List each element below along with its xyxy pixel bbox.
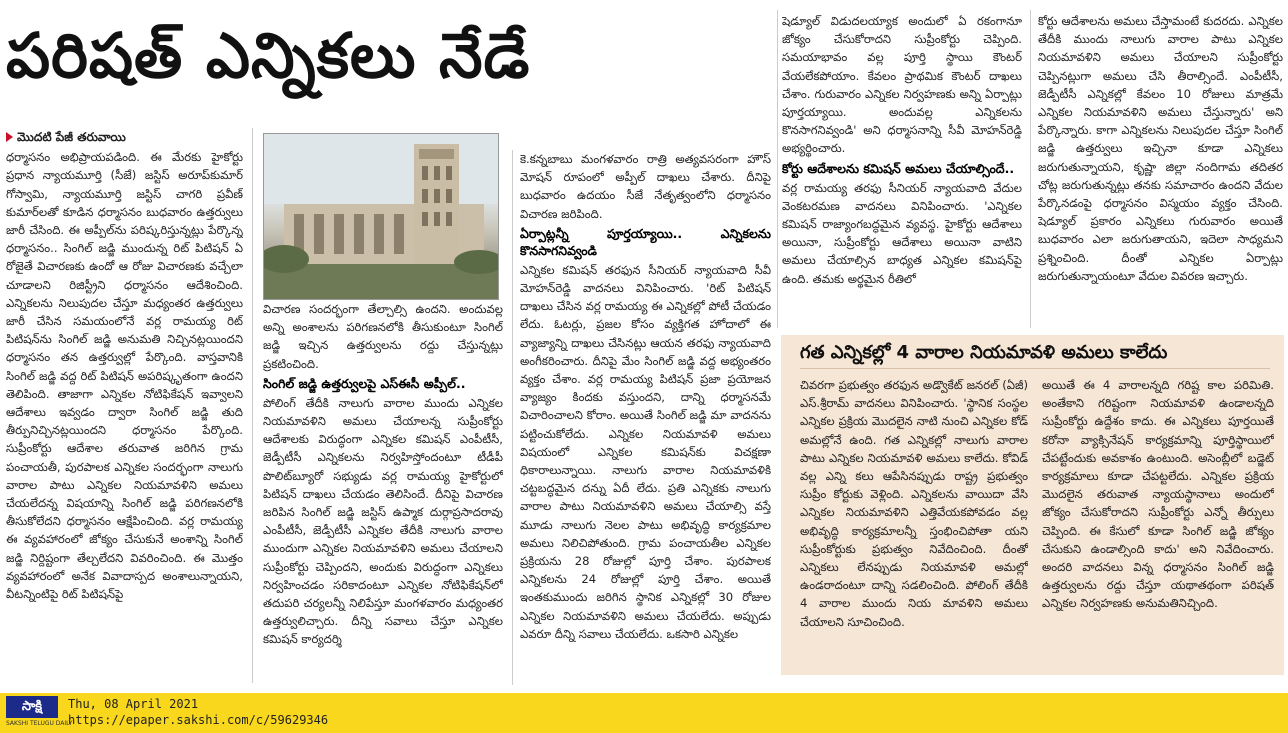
column-divider — [252, 128, 253, 683]
subheading-arrangements: ఏర్పాట్లన్నీ పూర్తయ్యాయి.. ఎన్నికలను కొనసాగనివ్వండి — [520, 225, 771, 258]
boxed-story-right-column — [1042, 376, 1274, 668]
column-2-text: పోలింగ్ తేదీకి నాలుగు వారాల ముందు ఎన్నికల నియమావళిని అమలు చేయాలన్న సుప్రీంకోర్టు ఆదేశాలకు విరుద్ధంగా ఎన్నికల కమిషన్ ఎంపీటీసీ, జెడ్పీటీసీ ఎన్నికలను నిర్వహిస్తోందంటూ టీడీపీ పొలిట్‌బ్యూరో సభ్యుడు వర్ల రామయ్య హైకోర్టులో పిటిషన్ దాఖలు చేయడం తెలిసిందే. దీనిపై విచారణ జరిపిన సింగిల్ జడ్జి జస్టిస్ ఉప్మాక దుర్గాప్రసాదరావు ఎంపీటీసీ, జెడ్పీటీసీ ఎన్నికల తేదీకి నాలుగు వారాల ముందుగా ఎన్నికల నియమావళిని అమలు చేయాలని సుప్రీంకోర్టు చెప్పిందని, అందుకు విరుద్ధంగా ఎన్నికలు నిర్వహించడం సరికాదంటూ ఎన్నికల నోటిఫికేషన్‌లో తదుపరి చర్యలన్నీ నిలిపేస్తూ మంగళవారం మధ్యంతర ఉత్తర్వులిచ్చారు. దీన్ని సవాలు చేస్తూ ఎన్నికల కమిషన్ కార్యదర్శి — [263, 395, 503, 647]
subheading-court-orders: కోర్టు ఆదేశాలను కమిషన్ అమలు చేయాల్సిందే.. — [782, 160, 1015, 176]
column-3-text-2: ఎన్నికల కమిషన్ తరఫున సీనియర్ న్యాయవాది సీవీ మోహన్‌రెడ్డి వాదనలు వినిపించారు. 'రిట్ పిటిషన్ దాఖలు చేసిన వర్ల రామయ్య ఈ ఎన్నికల్లో పోటీ చేయడం లేదు. ఓటర్లు, ప్రజల కోసం వ్యక్తిగత హోదాలో ఈ వ్యాజ్యాన్ని దాఖలు చేసినట్లు ఆయన తరఫు న్యాయవాది అంగీకరించారు. దీనిపై మేం సింగిల్ జడ్జి వద్ద అభ్యంతరం వ్యక్తం చేశాం. వర్ల రామయ్య పిటిషన్ ప్రజా ప్రయోజన వ్యాజ్యం కిందకు వస్తుందని, దాన్ని ధర్మాసనమే విచారించాలని కోరాం. అయితే సింగిల్ జడ్జి మా వాదనను పట్టించుకోలేదు. ఎన్నికల నియమావళి అమలు విషయంలో ఎన్నికల కమిషన్‌కు విచక్షణా ధికారాలున్నాయి. నాలుగు వారాల నియమావళికి చట్టబద్ధమైన దన్ను ఏదీ లేదు. ప్రతి ఎన్నికకు నాలుగు వారాల పాటు నియమావళిని అమలు చేయాల్సి వస్తే మూడు నాలుగు నెలల పాటు అభివృద్ధి కార్యక్రమాల అమలు నిలిచిపోతుంది. గ్రామ పంచాయతీల ఎన్నికల ప్రక్రియను 28 రోజుల్లో పూర్తి చేశాం. పురపాలక ఎన్నికలను 24 రోజుల్లో పూర్తి చేశాం. అయితే ఇంతకుముందు జరిగిన స్థానిక ఎన్నికల్లో 30 రోజుల ఎన్నికల నియమావళిని అమలు చేయలేదు. అప్పుడు ఎవరూ దీన్ని సవాలు చేయలేదు. ఒకసారి ఎన్నికల — [520, 262, 771, 641]
column-divider — [512, 150, 513, 685]
boxed-story-rule — [800, 368, 1270, 369]
column-divider — [777, 10, 778, 328]
column-4 — [782, 12, 1022, 330]
triangle-icon — [6, 132, 13, 142]
boxed-story-right-text: అయితే ఈ 4 వారాలన్నది గరిష్ట కాల పరిమితి. అంతేకాని గరిష్టంగా నియమావళి ఉండాలన్నది సుప్రీంకోర్టు ఉద్దేశం కాదు. ఈ ఎన్నికలు పూర్తయితే కరోనా వ్యాక్సినేషన్ కార్యక్రమాన్ని పూర్తిస్థాయిలో చేపట్టేందుకు అవకాశం ఉంటుంది. అసెంబ్లీలో బడ్జెట్ కార్యక్రమాలు కూడా చేపట్టలేదు. ఎన్నికల ప్రక్రియ మొదలైన తరువాత న్యాయస్థానాలు అందులో జోక్యం చేసుకోరాదని సుప్రీంకోర్టు ఎన్నో తీర్పులు చెప్పింది. ఈ కేసులో కూడా సింగిల్ జడ్జి జోక్యం చేసుకుని ఉండాల్సింది కాదు' అని నివేదించారు. అందరి వాదనలు విన్న ధర్మాసనం సింగిల్ జడ్జి ఉత్తర్వులను రద్దు చేస్తూ యథాతథంగా పరిషత్ ఎన్నికల నిర్వహణకు అనుమతినిచ్చింది. — [1042, 378, 1274, 611]
epaper-url[interactable]: https://epaper.sakshi.com/c/59629346 — [68, 713, 329, 727]
column-5 — [1038, 12, 1283, 330]
column-4-text-2: వర్ల రామయ్య తరఫు సీనియర్ న్యాయవాది వేదుల వెంకటరమణ వాదనలు వినిపించారు. 'ఎన్నికల కమిషన్ రాజ్యాంగబద్ధమైన వ్యవస్థ. హైకోర్టు ఆదేశాలు అయినా, సుప్రీంకోర్టు ఆదేశాలు అయినా వాటిని అమలు చేయాల్సిన బాధ్యత ఎన్నికల కమిషన్‌పై ఉంది. తమకు అర్థమైన రీతిలో — [782, 180, 1022, 286]
headline: పరిషత్ ఎన్నికలు నేడే — [6, 19, 531, 92]
column-4-text-1: షెడ్యూల్ విడుదలయ్యాక అందులో ఏ రకంగానూ జోక్యం చేసుకోరాదని సుప్రీంకోర్టు చెప్పింది. సమయాభావం వల్ల పూర్తి స్థాయి కౌంటర్ వేయలేకపోయాం. కేవలం ప్రాథమిక కౌంటర్ దాఖలు చేశాం. గురువారం ఎన్నికల నిర్వహణకు అన్ని ఏర్పాట్లు పూర్తయ్యాయి. అందువల్ల ఎన్నికలను కొనసాగనివ్వండి' అని ధర్మాసనాన్ని సీవీ మోహన్‌రెడ్డి అభ్యర్థించారు. — [782, 14, 1022, 156]
column-5-text: కోర్టు ఆదేశాలను అమలు చేస్తామంటే కుదరదు. ఎన్నికల తేదీకి ముందు నాలుగు వారాల పాటు ఎన్నికల నియమావళిని అమలు చేయాలని సుప్రీంకోర్టు చెప్పినట్లుగా అమలు చేసి తీరాల్సిందే. ఎంపీటీసీ, జెడ్పీటీసీ ఎన్నికల్లో కేవలం 10 రోజులు మాత్రమే ఎన్నికల నియమావళిని అమలు చేస్తున్నారు' అని పేర్కొన్నారు. కాగా ఎన్నికలను నిలుపుదల చేస్తూ సింగిల్ జడ్జి ఉత్తర్వులు ఇచ్చినా కూడా ఎన్నికలు జరుగుతున్నాయని, కృష్ణా జిల్లా నందిగామ తదితర చోట్ల జరుగుతున్నట్లు తనకు సమాచారం ఉందని వేదుల పేర్కొనడంపై ధర్మాసనం విస్మయం వ్యక్తం చేసింది. షెడ్యూల్ ప్రకారం ఎన్నికలు గురువారం అయితే బుధవారం ఎలా జరుగుతాయని, ఇదెలా సాధ్యమని ప్రశ్నించింది. దీంతో ఎన్నికల ఏర్పాట్లు జరుగుతున్నాయంటూ వేదుల వివరణ ఇచ్చారు. — [1038, 14, 1283, 283]
column-1-text: ధర్మాసనం అభిప్రాయపడింది. ఈ మేరకు హైకోర్టు ప్రధాన న్యాయమూర్తి (సీజే) జస్టిస్ అరూప్‌కుమార్ గోస్వామి, న్యాయమూర్తి జస్టిస్ చాగరి ప్రవీణ్ కుమార్‌లతో కూడిన ధర్మాసనం బుధవారం ఉత్తర్వులు జారీ చేసింది. ఈ అప్పీల్‌ను పరిష్కరిస్తున్నట్లు పేర్కొన్న ధర్మాసనం.. సింగిల్ జడ్జి ముందున్న రిట్ పిటిషన్ ఏ రోజైతే విచారణకు ఉందో ఆ రోజు విచారణకు వచ్చేలా చూడాలని రిజిస్ట్రీని ధర్మాసనం ఆదేశించింది. ఎన్నికలను నిలుపుదల చేస్తూ మధ్యంతర ఉత్తర్వులు జారీ చేసిన సమయంలోనే వర్ల రామయ్య రిట్ పిటిషన్‌ను సింగిల్ జడ్జి అనుమతి నిచ్చినట్లయిందని ధర్మాసనం తన ఉత్తర్వుల్లో పేర్కొంది. వాస్తవానికి సింగిల్ జడ్జి వద్ద రిట్ పిటిషన్ అపరిష్కృతంగా ఉందని తెలిపింది. తాజాగా ఎన్నికల నోటిఫికేషన్ ఇవ్వాలని ఆదేశాలు ఇవ్వడం ద్వారా సింగిల్ జడ్జి తుది తీర్పునిచ్చినట్లయిందని ధర్మాసనం పేర్కొంది. సుప్రీంకోర్టు ఆదేశాల తరువాత జరిగిన గ్రామ పంచాయతీ, పురపాలక ఎన్నికల సందర్భంగా నాలుగు వారాల పాటు ఎన్నికల నియమావళిని అమలు చేయలేదన్న విషయాన్ని సింగిల్ జడ్జి పరిగణనలోకి తీసుకోలేదని ధర్మాసనం ఆక్షేపించింది. వర్ల రామయ్య ఈ వ్యవహారంలో జోక్యం చేసుకునే అంశాన్ని సింగిల్ జడ్జి నిర్దిష్టంగా తేల్చలేదని వివరించింది. ఈ మొత్తం వ్యవహారంలో అనేక వివాదాస్పద అంశాలున్నాయని, వీటన్నింటిపై రిట్ పిటిషన్‌పై — [6, 150, 243, 602]
continued-marker — [6, 128, 243, 146]
boxed-story-left-text: చివరగా ప్రభుత్వం తరఫున అడ్వొకేట్ జనరల్ (ఏజీ) ఎస్.శ్రీరామ్ వాదనలు వినిపించారు. 'స్థానిక సంస్థల ఎన్నికల ప్రక్రియ మొదలైన నాటి నుంచి ఎన్నికల కోడ్ అమల్లోనే ఉంది. గత ఎన్నికల్లో నాలుగు వారాల పాటు ఎన్నికల నియమావళి అమలు కాలేదు. కోవిడ్ వల్ల ఎన్ని కలు ఆపేసినప్పుడు రాష్ట్ర ప్రభుత్వం సుప్రీం కోర్టుకు వెళ్లింది. ఎన్నికలను వాయిదా వేసి ఎన్నికల నియమావళిని ఎత్తివేయకపోవడం వల్ల అభివృద్ధి కార్యక్రమాలన్నీ స్తంభించిపోతా యని సుప్రీంకోర్టుకు ప్రభుత్వం నివేదించింది. దీంతో ఎన్నికలు లేనప్పుడు నియమావళి అమల్లో ఉండరాదంటూ దాన్ని సడలించింది. పోలింగ్ తేదీకి 4 వారాల ముందు నియ మావళిని అమలు చేయాలని సూచించింది. — [800, 378, 1028, 629]
high-court-photo — [263, 133, 499, 300]
continued-label: మొదటి పేజీ తరువాయి — [17, 130, 126, 144]
photo-caption-text: విచారణ సందర్భంగా తేల్చాల్సి ఉందని. అందువల్ల అన్ని అంశాలను పరిగణనలోకి తీసుకుంటూ సింగిల్ జడ్జి ఇచ్చిన ఉత్తర్వులను రద్దు చేస్తున్నట్లు ప్రకటించింది. — [263, 302, 503, 371]
boxed-story-left-column — [800, 376, 1028, 668]
column-2 — [263, 300, 503, 688]
column-1 — [6, 128, 243, 688]
column-divider — [1030, 10, 1031, 328]
subheading-sec-appeal: సింగిల్ జడ్జి ఉత్తర్వులపై ఎస్ఈసీ అప్పీల్.. — [263, 375, 466, 391]
sakshi-logo — [6, 696, 73, 730]
logo-tagline: SAKSHI TELUGU DAILY — [6, 720, 73, 727]
column-3-text-1: కె.కన్నబాబు మంగళవారం రాత్రి అత్యవసరంగా హౌస్ మోషన్ రూపంలో అప్పీల్ దాఖలు చేశారు. దీనిపై బుధవారం ఉదయం సీజే నేతృత్వంలోని ధర్మాసనం విచారణ జరిపింది. — [520, 152, 771, 221]
logo-wordmark: సాక్షి — [6, 696, 58, 718]
column-3 — [520, 150, 771, 688]
edition-date: Thu, 08 April 2021 — [68, 697, 199, 711]
boxed-story-title: గత ఎన్నికల్లో 4 వారాల నియమావళి అమలు కాలేదు — [800, 342, 1168, 363]
